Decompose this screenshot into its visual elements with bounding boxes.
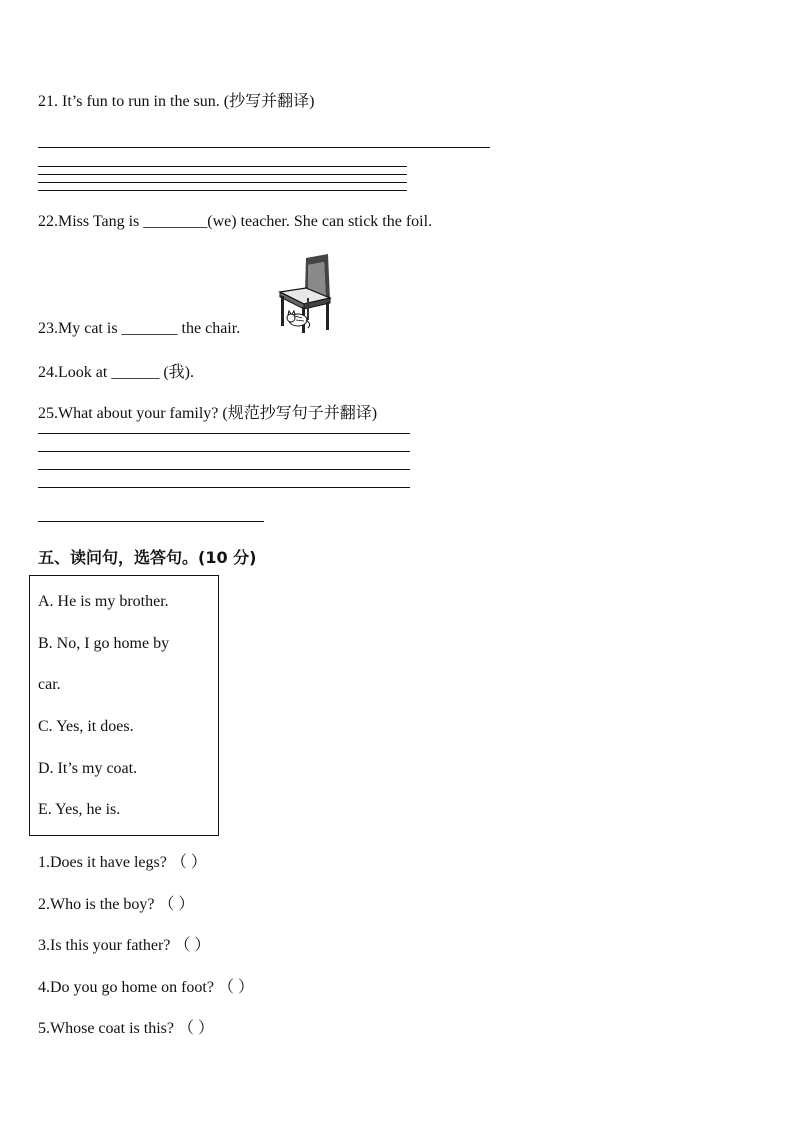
option-a: A. He is my brother. xyxy=(38,593,169,610)
section-5-heading: 五、读问句，选答句。(10 分) xyxy=(38,548,257,567)
match-question-4[interactable]: 4.Do you go home on foot? （ ） xyxy=(38,979,254,996)
writing-line-25-4[interactable] xyxy=(38,487,410,488)
option-e: E. Yes, he is. xyxy=(38,801,121,818)
writing-line-25-2[interactable] xyxy=(38,451,410,452)
match-question-2[interactable]: 2.Who is the boy? （ ） xyxy=(38,896,195,913)
question-21: 21. It’s fun to run in the sun. (抄写并翻译) xyxy=(38,93,315,110)
question-22: 22.Miss Tang is ________(we) teacher. She can stick the foil. xyxy=(38,213,433,230)
answer-options-box xyxy=(29,575,219,836)
writing-line-21-2[interactable] xyxy=(38,174,407,175)
match-question-3[interactable]: 3.Is this your father? （ ） xyxy=(38,937,211,954)
question-25: 25.What about your family? (规范抄写句子并翻译) xyxy=(38,405,378,422)
writing-line-21-4[interactable] xyxy=(38,190,407,191)
option-c: C. Yes, it does. xyxy=(38,718,134,735)
chair-with-cat-underneath-icon xyxy=(278,254,334,334)
answer-line-21-copy[interactable] xyxy=(38,147,490,148)
writing-line-25-3[interactable] xyxy=(38,469,410,470)
question-24: 24.Look at ______ (我). xyxy=(38,364,194,381)
writing-line-21-1[interactable] xyxy=(38,166,407,167)
option-b: B. No, I go home by xyxy=(38,635,170,652)
match-question-5[interactable]: 5.Whose coat is this? （ ） xyxy=(38,1020,214,1037)
option-d: D. It’s my coat. xyxy=(38,760,138,777)
answer-line-25-translation[interactable] xyxy=(38,521,264,522)
match-question-1[interactable]: 1.Does it have legs? （ ） xyxy=(38,854,207,871)
writing-line-21-3[interactable] xyxy=(38,182,407,183)
option-b-continued: car. xyxy=(38,676,61,693)
question-23: 23.My cat is _______ the chair. xyxy=(38,320,241,337)
writing-line-25-1[interactable] xyxy=(38,433,410,434)
